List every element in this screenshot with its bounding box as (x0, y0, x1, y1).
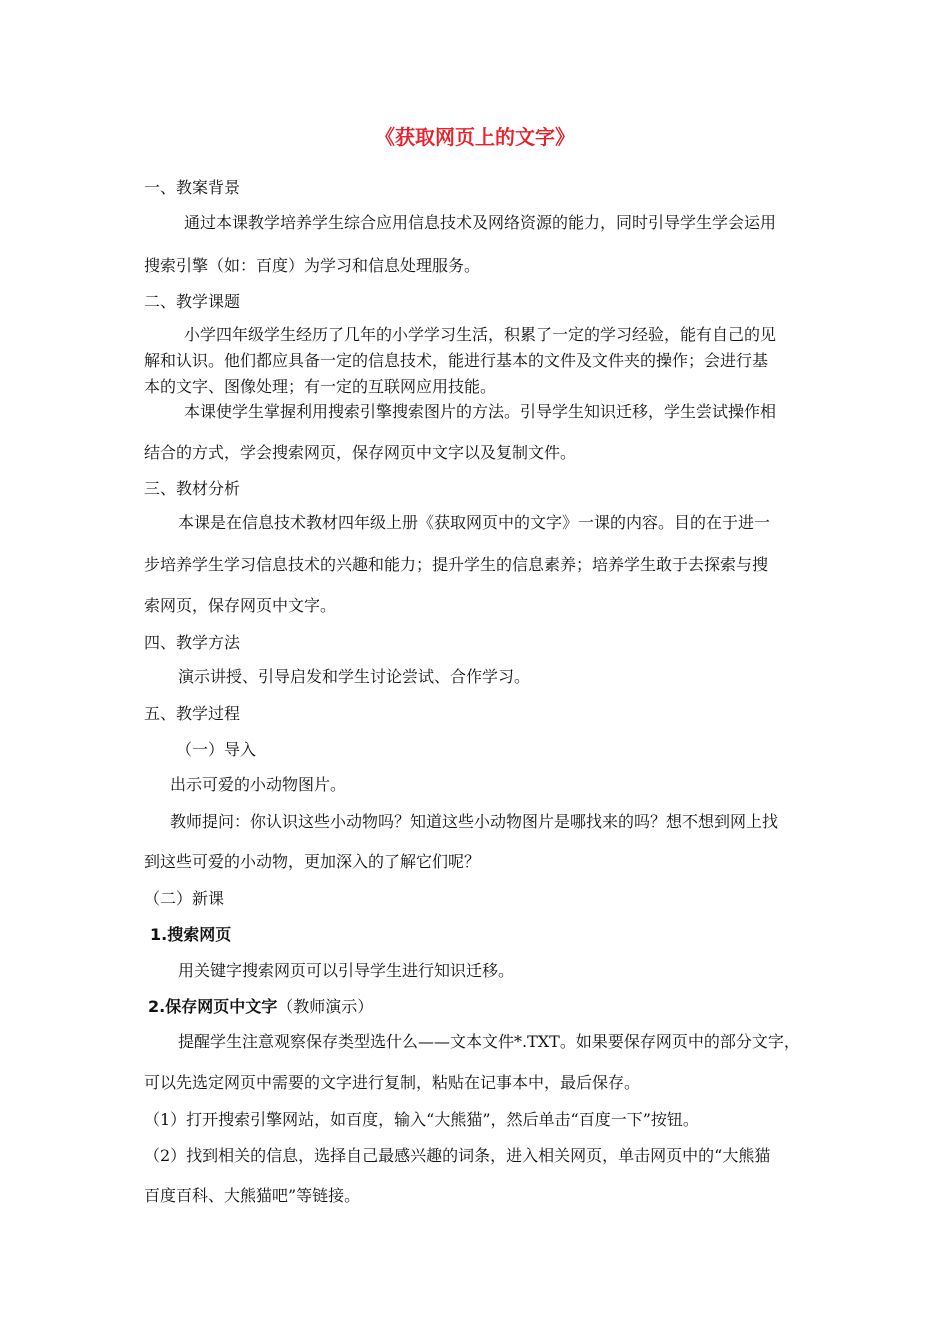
subsection-heading-new: （二）新课 (144, 889, 225, 908)
paragraph-line: 教师提问：你认识这些小动物吗？知道这些小动物图片是哪找来的吗？想不想到网上找 (170, 812, 779, 831)
paragraph-line: 提醒学生注意观察保存类型选什么——文本文件*.TXT。如果要保存网页中的部分文字， (178, 1032, 800, 1051)
paragraph-line: 可以先选定网页中需要的文字进行复制，粘贴在记事本中，最后保存。 (144, 1073, 641, 1092)
paragraph-line: 出示可爱的小动物图片。 (170, 775, 347, 794)
step-heading-save-note: （教师演示） (277, 997, 374, 1016)
paragraph-line: 演示讲授、引导启发和学生讨论尝试、合作学习。 (178, 667, 531, 686)
list-item: （1）打开搜索引擎网站，如百度，输入“大熊猫”，然后单击“百度一下”按钮。 (144, 1110, 699, 1129)
list-item: （2）找到相关的信息，选择自己最感兴趣的词条，进入相关网页，单击网页中的“大熊猫 (144, 1146, 771, 1165)
paragraph-line: 到这些可爱的小动物，更加深入的了解它们呢？ (144, 852, 481, 871)
section-heading-analysis: 三、教材分析 (144, 479, 241, 498)
paragraph-line: 结合的方式，学会搜索网页，保存网页中文字以及复制文件。 (144, 443, 577, 462)
document-title: 《获取网页上的文字》 (375, 125, 575, 149)
subsection-heading-intro: （一）导入 (176, 740, 257, 759)
paragraph-line: 用关键字搜索网页可以引导学生进行知识迁移。 (178, 961, 515, 980)
section-heading-topic: 二、教学课题 (144, 292, 241, 311)
paragraph-line: 步培养学生学习信息技术的兴趣和能力；提升学生的信息素养；培养学生敢于去探索与搜 (144, 555, 769, 574)
paragraph-line: 小学四年级学生经历了几年的小学学习生活，积累了一定的学习经验，能有自己的见 (184, 325, 777, 344)
paragraph-line: 通过本课教学培养学生综合应用信息技术及网络资源的能力，同时引导学生学会运用 (184, 213, 777, 232)
paragraph-line: 本课使学生掌握利用搜索引擎搜索图片的方法。引导学生知识迁移，学生尝试操作相 (184, 402, 777, 421)
section-heading-background: 一、教案背景 (144, 178, 241, 197)
paragraph-line: 本的文字、图像处理；有一定的互联网应用技能。 (144, 377, 497, 396)
paragraph-line: 搜索引擎（如：百度）为学习和信息处理服务。 (144, 256, 481, 275)
section-heading-process: 五、教学过程 (144, 704, 241, 723)
paragraph-line: 本课是在信息技术教材四年级上册《获取网页中的文字》一课的内容。目的在于进一 (178, 513, 771, 532)
paragraph-line: 解和认识。他们都应具备一定的信息技术，能进行基本的文件及文件夹的操作；会进行基 (144, 351, 769, 370)
paragraph-line: 索网页，保存网页中文字。 (144, 596, 337, 615)
step-heading-save (148, 997, 373, 1017)
step-heading-search: 1.搜索网页 (150, 925, 232, 944)
paragraph-line: 百度百科、大熊猫吧”等链接。 (144, 1186, 361, 1205)
section-heading-method: 四、教学方法 (144, 633, 241, 652)
step-heading-save-bold: 2.保存网页中文字 (148, 997, 278, 1016)
